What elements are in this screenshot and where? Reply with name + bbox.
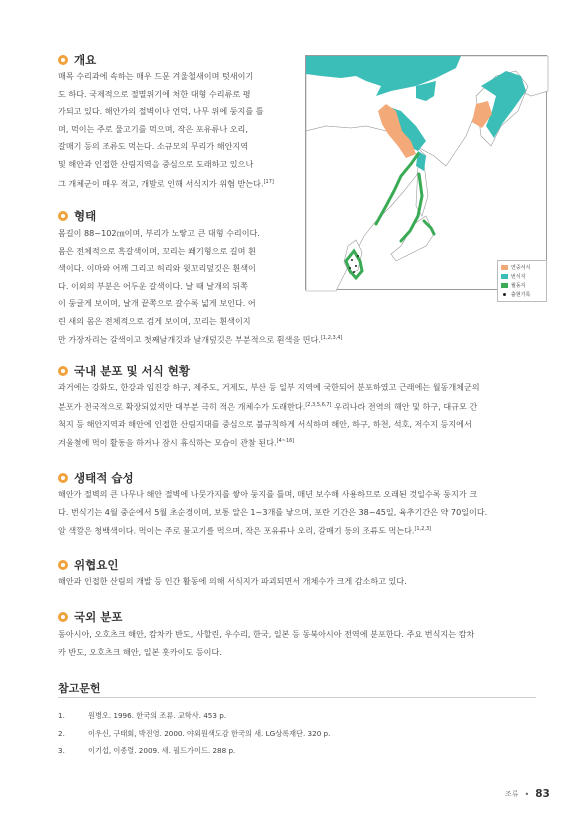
reference-item: 2. 이우신, 구태회, 박진영. 2000. 야외원색도감 한국의 새. LG상록재단. 320 p. [58,729,331,738]
map-legend [497,260,547,302]
footer-separator: • [524,789,530,799]
foreign-distribution-heading: 국외 분포 [58,609,122,625]
legend-item-wintering: 월동지 [501,281,543,290]
bullet-icon [58,560,68,570]
bullet-icon [58,612,68,622]
legend-item-breeding: 번식지 [501,272,543,281]
domestic-distribution-heading: 국내 분포 및 서식 현황 [58,363,190,379]
ecology-paragraph: 해안가 절벽의 큰 나무나 해안 절벽에 나뭇가지를 쌓아 둥지를 틀며, 매년 보수해 사용하므로 오래된 것일수록 둥지가 크 다. 번식기는 4월 중순에서 5월 초순경이며, 보통 알은 1~3개를 낳으며, 포란 기간은 38~45일, 육추기간은 약 70일이다. 알 색깔은 청백색이다. 먹이는 주로 물고기를 먹으며, 작은 포유류나 오리, 갈매기 등의 조류도 먹는다.[1,2,3] [58,489,488,536]
legend-item-year-round: 연중서식 [501,263,543,272]
overview-heading: 개요 [58,52,96,68]
dot-icon [503,293,506,296]
bullet-icon [58,55,68,65]
bullet-icon [58,366,68,376]
footer-section-label: 조류 [505,790,519,798]
bullet-icon [58,211,68,221]
distribution-map [305,55,547,298]
page-footer [505,788,550,800]
domestic-distribution-paragraph: 과거에는 강화도, 한강과 임진강 하구, 제주도, 거제도, 부산 등 일부 지역에 국한되어 분포하였고 근래에는 월동개체군의 분포가 전국적으로 확장되었지만 대부분 극히 적은 개체수가 도래한다.[2,3,5,6,7] 우리나라 전역의 해안 및 하구, 대규모 간 척지 등 해안지역과 해안에 인접한 산림지대를 중심으로 불규칙하게 서식하며 해안, 하구, 하천, 석호, 저수지 등지에서 겨울철에 먹이 활동을 하거나 잠시 휴식하는 모습이 관찰 된다.[4~16] [58,382,480,449]
reference-item: 3. 이기섭, 이종렬. 2009. 새. 필드가이드. 288 p. [58,746,236,755]
map-graphic [306,56,548,291]
morphology-last-line: 만 가장자리는 갈색이고 첫째날개깃과 날개덮깃은 부분적으로 흰색을 띤다.[1,2,3,4] [58,334,343,345]
references-divider [58,697,536,698]
threats-heading: 위협요인 [58,557,118,573]
threats-paragraph: 해안과 인접한 산림의 개발 등 인간 활동에 의해 서식지가 파괴되면서 개체수가 크게 감소하고 있다. [58,576,407,586]
morphology-heading: 형태 [58,208,96,224]
overview-paragraph: 매목 수리과에 속하는 매우 드문 겨울철새이며 텃새이기 도 하다. 국제적으로 절멸위기에 처한 대형 수리류로 평 가되고 있다. 해안가의 절벽이나 언덕, 나무 위에 둥지를 틀 며, 먹이는 주로 물고기를 먹으며, 작은 포유류나 오리, 갈매기 등의 조류도 먹는다. 소규모의 무리가 해안지역 및 해안과 인접한 산림지역을 중심으로 도래하고 있으나 그 개체군이 매우 적고, 개발로 인해 서식지가 위협 받는다.[17] [58,71,274,189]
references-title: 참고문헌 [58,682,101,695]
foreign-distribution-paragraph: 동아시아, 오호츠크 해안, 캄차카 반도, 사할린, 우수리, 한국, 일본 등 동북아시아 전역에 분포한다. 주요 번식지는 캄차 카 반도, 오호츠크 해안, 일본 홋카이도 등이다. [58,629,475,657]
morphology-paragraph: 몸길이 88~102㎝이며, 부리가 노랗고 큰 대형 수리이다. 몸은 전체적으로 흑갈색이며, 꼬리는 쐐기형으로 길며 흰 색이다. 이마와 어깨 그리고 허리와 윗꼬리덮깃은 흰색이 다. 이외의 부분은 어두운 갈색이다. 날 때 날개의 뒤쪽 이 둥글게 보이며, 날개 끝쪽으로 갈수록 넓게 보인다. 어 린 새의 몸은 전체적으로 검게 보이며, 꼬리는 흰색이지 [58,228,260,326]
bullet-icon [58,473,68,483]
reference-item: 1. 원병오. 1996. 한국의 조류. 교학사. 453 p. [58,711,227,720]
page-number: 83 [535,788,550,800]
legend-item-occurrence: 출현기록 [501,290,543,299]
ecology-heading: 생태적 습성 [58,470,134,486]
